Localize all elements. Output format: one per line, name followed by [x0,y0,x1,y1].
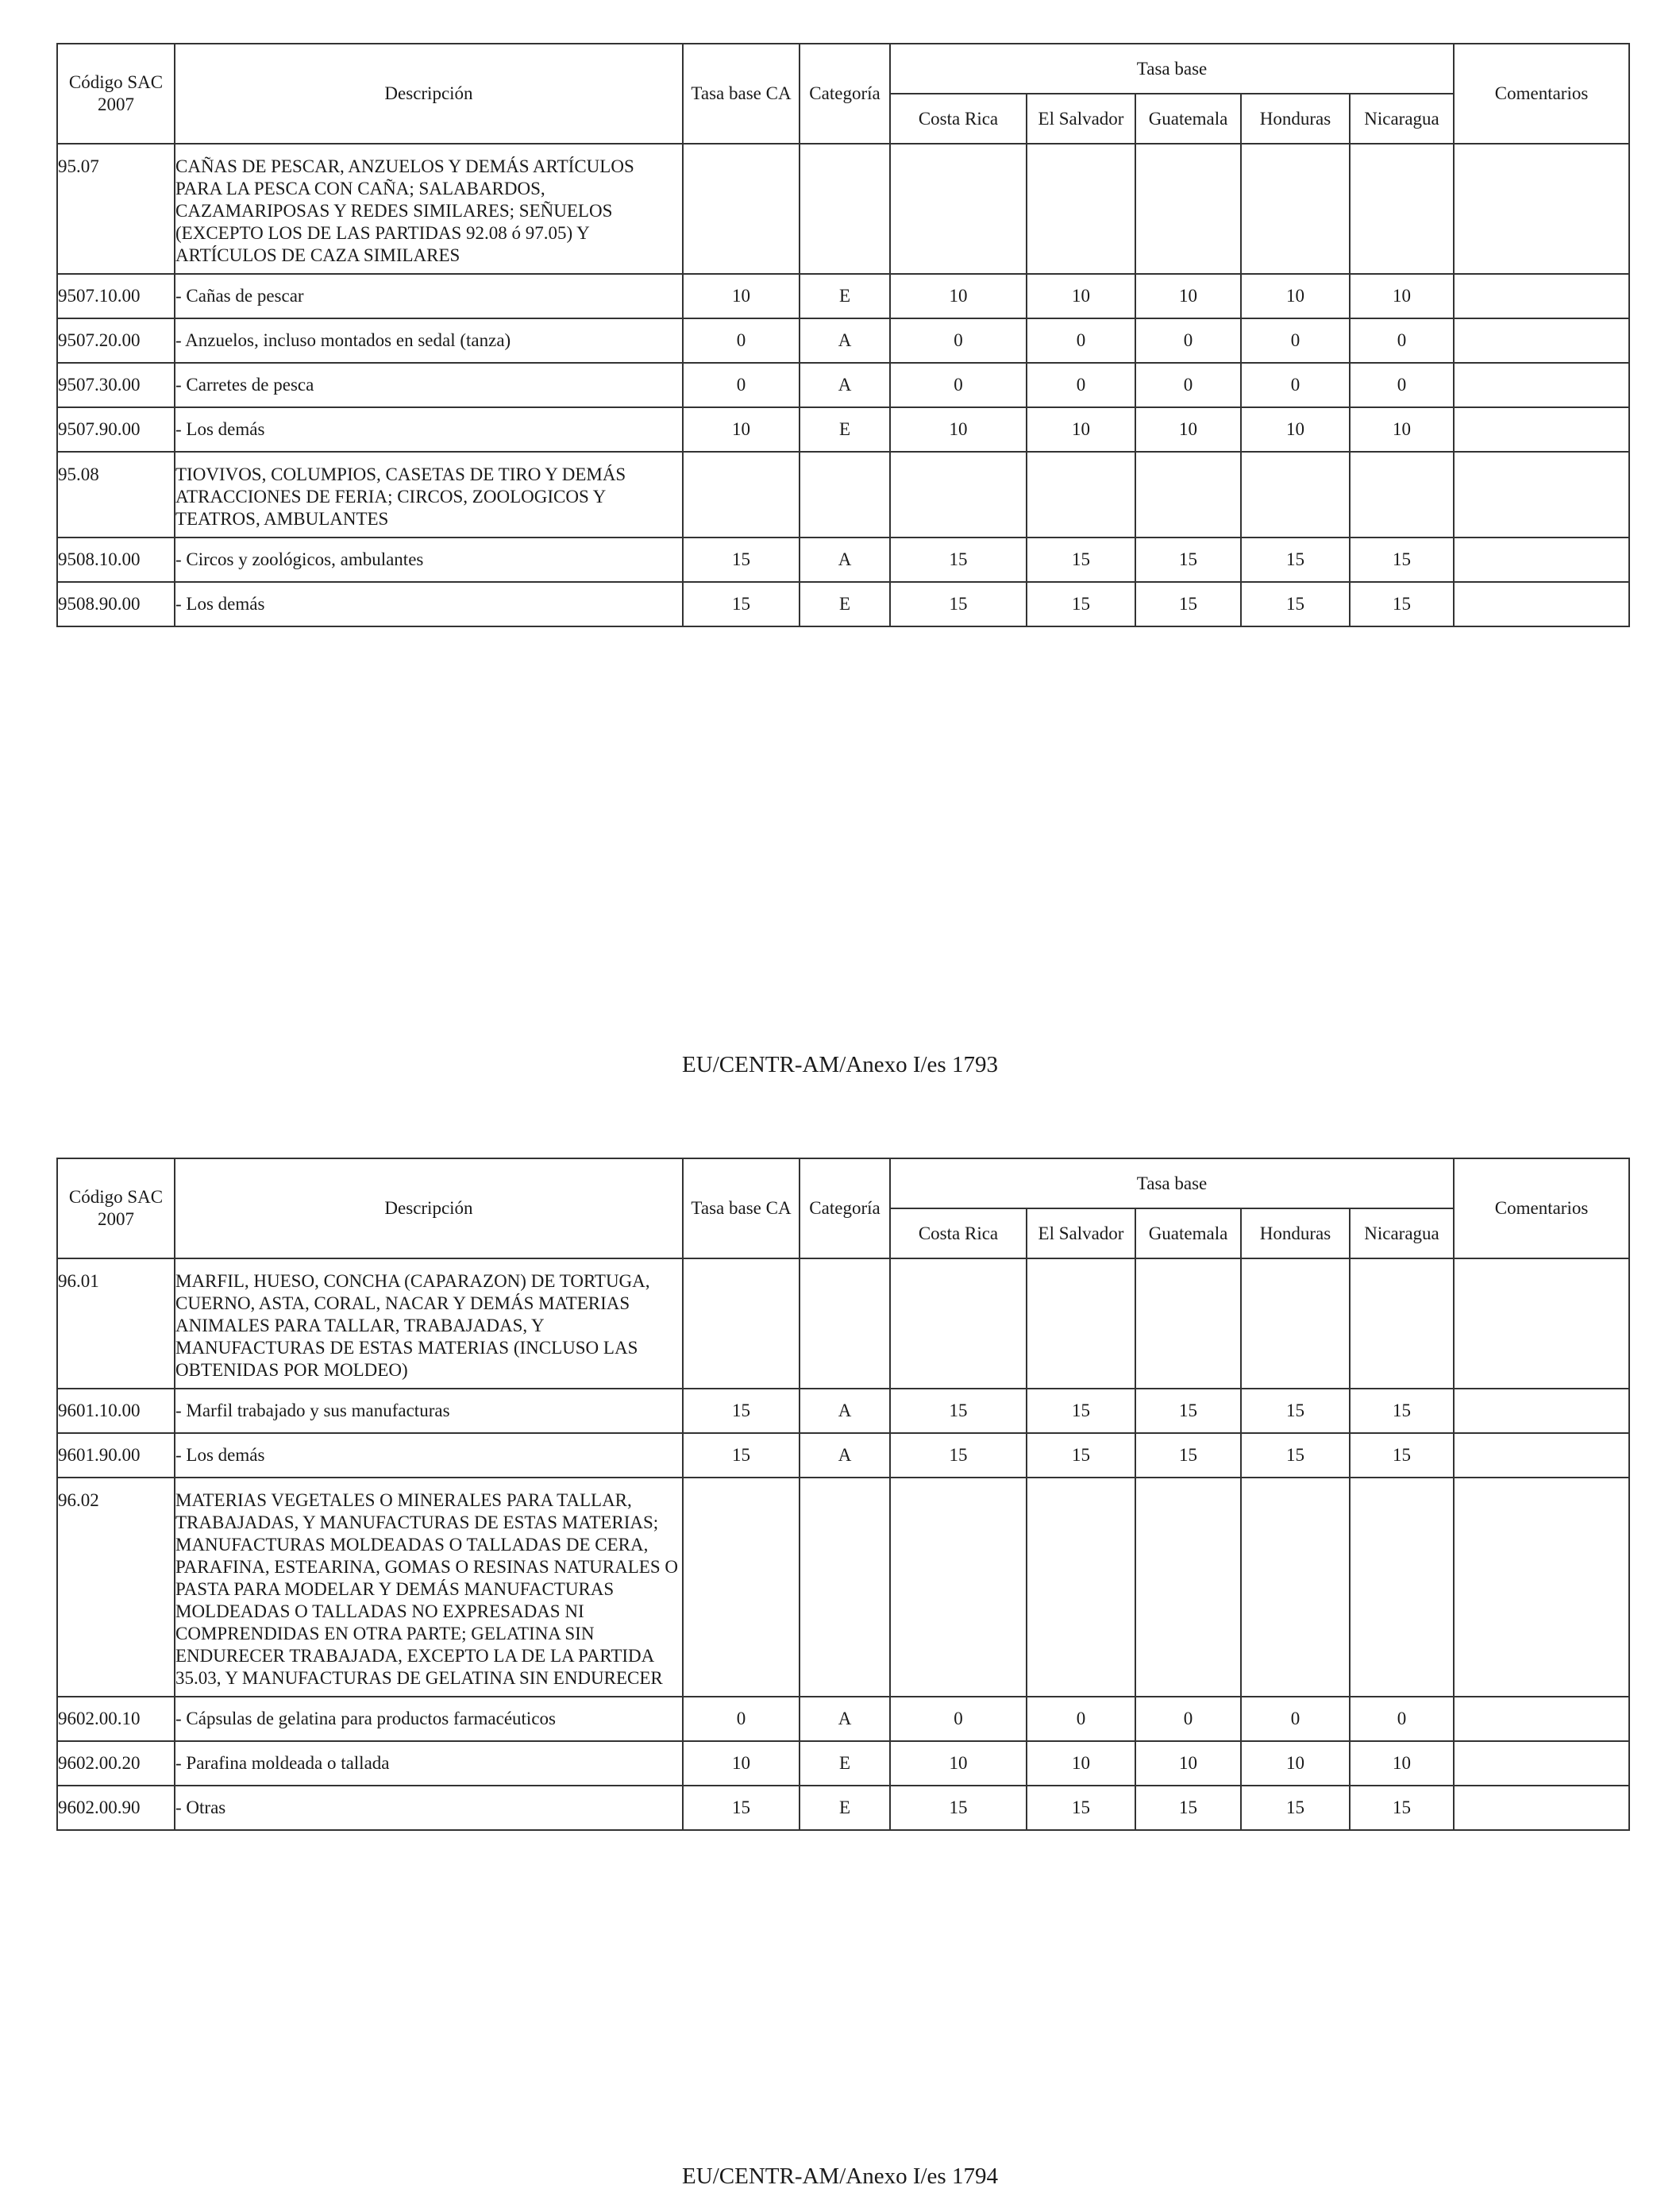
description-cell: - Carretes de pesca [175,363,683,407]
code-cell: 95.07 [57,144,175,274]
comments-cell [1454,407,1629,452]
rate-cell-costa-rica: 15 [890,538,1027,582]
empty-cell [800,452,890,538]
category-cell: E [800,1786,890,1830]
comments-cell [1454,1741,1629,1786]
rate-cell-honduras: 15 [1241,582,1350,626]
rate-cell-el-salvador: 15 [1027,1433,1135,1478]
code-cell: 96.01 [57,1258,175,1389]
category-cell: A [800,1389,890,1433]
rate-cell-costa-rica: 0 [890,1697,1027,1741]
rate-cell-guatemala: 15 [1135,538,1241,582]
column-header-base-rate-ca: Tasa base CA [683,1158,800,1258]
heading-row [57,144,1629,274]
code-cell: 9602.00.90 [57,1786,175,1830]
table-row [57,363,1629,407]
rate-cell-nicaragua: 15 [1350,1786,1454,1830]
tariff-table [56,1158,1630,1831]
description-cell: - Anzuelos, incluso montados en sedal (tanza) [175,318,683,363]
rate-cell-costa-rica: 15 [890,1433,1027,1478]
column-header-costa-rica: Costa Rica [890,94,1027,144]
document-page [0,1112,1680,2204]
heading-row [57,1478,1629,1697]
rate-cell-honduras: 10 [1241,407,1350,452]
table-row [57,1433,1629,1478]
code-cell: 9507.20.00 [57,318,175,363]
table-body [57,1258,1629,1830]
heading-row [57,452,1629,538]
empty-cell [1135,452,1241,538]
column-header-nicaragua: Nicaragua [1350,94,1454,144]
page-footer: EU/CENTR-AM/Anexo I/es 1794 [682,2164,998,2189]
empty-cell [890,1478,1027,1697]
rate-cell-costa-rica: 15 [890,1786,1027,1830]
column-header-base-rate-ca: Tasa base CA [683,44,800,144]
empty-cell [890,452,1027,538]
description-cell: MARFIL, HUESO, CONCHA (CAPARAZON) DE TORTUGA, CUERNO, ASTA, CORAL, NACAR Y DEMÁS MATERIAS ANIMALES PARA TALLAR, TRABAJADAS, Y MANUFACTURAS DE ESTAS MATERIAS (INCLUSO LAS OBTENIDAS POR MOLDEO) [175,1258,683,1389]
column-header-el-salvador: El Salvador [1027,1208,1135,1258]
base-rate-ca-cell: 15 [683,1786,800,1830]
category-cell: E [800,1741,890,1786]
rate-cell-guatemala: 15 [1135,582,1241,626]
code-cell: 9507.90.00 [57,407,175,452]
rate-cell-honduras: 15 [1241,1786,1350,1830]
rate-cell-el-salvador: 10 [1027,407,1135,452]
table-body [57,144,1629,626]
table-row [57,318,1629,363]
empty-cell [1241,144,1350,274]
rate-cell-guatemala: 15 [1135,1433,1241,1478]
code-cell: 9602.00.10 [57,1697,175,1741]
rate-cell-el-salvador: 10 [1027,274,1135,318]
comments-cell [1454,1786,1629,1830]
description-cell: - Los demás [175,407,683,452]
empty-cell [1454,144,1629,274]
comments-cell [1454,363,1629,407]
rate-cell-honduras: 10 [1241,1741,1350,1786]
code-cell: 96.02 [57,1478,175,1697]
rate-cell-nicaragua: 10 [1350,407,1454,452]
column-header-honduras: Honduras [1241,94,1350,144]
description-cell: - Marfil trabajado y sus manufacturas [175,1389,683,1433]
category-cell: E [800,582,890,626]
column-header-el-salvador: El Salvador [1027,94,1135,144]
description-cell: - Los demás [175,582,683,626]
empty-cell [1135,1478,1241,1697]
empty-cell [890,144,1027,274]
code-cell: 9508.90.00 [57,582,175,626]
empty-cell [1241,452,1350,538]
empty-cell [890,1258,1027,1389]
rate-cell-el-salvador: 0 [1027,1697,1135,1741]
column-header-category: Categoría [800,44,890,144]
table-row [57,538,1629,582]
category-cell: E [800,274,890,318]
table-row [57,1389,1629,1433]
rate-cell-honduras: 10 [1241,274,1350,318]
description-cell: - Cápsulas de gelatina para productos farmacéuticos [175,1697,683,1741]
code-cell: 9507.10.00 [57,274,175,318]
comments-cell [1454,318,1629,363]
description-cell: TIOVIVOS, COLUMPIOS, CASETAS DE TIRO Y DEMÁS ATRACCIONES DE FERIA; CIRCOS, ZOOLOGICOS Y TEATROS, AMBULANTES [175,452,683,538]
rate-cell-el-salvador: 15 [1027,1786,1135,1830]
empty-cell [1454,1478,1629,1697]
empty-cell [1027,452,1135,538]
code-cell: 9507.30.00 [57,363,175,407]
rate-cell-nicaragua: 10 [1350,1741,1454,1786]
rate-cell-nicaragua: 0 [1350,1697,1454,1741]
empty-cell [683,144,800,274]
rate-cell-nicaragua: 10 [1350,274,1454,318]
rate-cell-costa-rica: 10 [890,274,1027,318]
base-rate-ca-cell: 15 [683,582,800,626]
rate-cell-guatemala: 15 [1135,1786,1241,1830]
rate-cell-costa-rica: 15 [890,582,1027,626]
comments-cell [1454,1389,1629,1433]
rate-cell-nicaragua: 15 [1350,1389,1454,1433]
description-cell: - Parafina moldeada o tallada [175,1741,683,1786]
rate-cell-el-salvador: 15 [1027,582,1135,626]
column-header-costa-rica: Costa Rica [890,1208,1027,1258]
heading-row [57,1258,1629,1389]
table-row [57,274,1629,318]
rate-cell-guatemala: 15 [1135,1389,1241,1433]
empty-cell [683,1258,800,1389]
empty-cell [1241,1258,1350,1389]
rate-cell-costa-rica: 10 [890,407,1027,452]
comments-cell [1454,538,1629,582]
table-row [57,1741,1629,1786]
code-cell: 9601.90.00 [57,1433,175,1478]
base-rate-ca-cell: 15 [683,1433,800,1478]
rate-cell-honduras: 0 [1241,1697,1350,1741]
rate-cell-costa-rica: 15 [890,1389,1027,1433]
base-rate-ca-cell: 10 [683,407,800,452]
rate-cell-el-salvador: 15 [1027,538,1135,582]
category-cell: A [800,318,890,363]
empty-cell [1350,144,1454,274]
base-rate-ca-cell: 0 [683,1697,800,1741]
rate-cell-nicaragua: 0 [1350,318,1454,363]
column-header-guatemala: Guatemala [1135,94,1241,144]
column-header-code: Código SAC 2007 [57,44,175,144]
empty-cell [1135,144,1241,274]
column-header-guatemala: Guatemala [1135,1208,1241,1258]
rate-cell-nicaragua: 15 [1350,582,1454,626]
rate-cell-nicaragua: 15 [1350,1433,1454,1478]
empty-cell [683,1478,800,1697]
empty-cell [1241,1478,1350,1697]
rate-cell-honduras: 15 [1241,538,1350,582]
empty-cell [1454,452,1629,538]
comments-cell [1454,1697,1629,1741]
rate-cell-guatemala: 0 [1135,363,1241,407]
description-cell: MATERIAS VEGETALES O MINERALES PARA TALLAR, TRABAJADAS, Y MANUFACTURAS DE ESTAS MATERIAS; MANUFACTURAS MOLDEADAS O TALLADAS DE CERA, PARAFINA, ESTEARINA, GOMAS O RESINAS NATURALES O PASTA PARA MODELAR Y DEMÁS MANUFACTURAS MOLDEADAS O TALLADAS NO EXPRESADAS NI COMPRENDIDAS EN OTRA PARTE; GELATINA SIN ENDURECER TRABAJADA, EXCEPTO LA DE LA PARTIDA 35.03, Y MANUFACTURAS DE GELATINA SIN ENDURECER [175,1478,683,1697]
rate-cell-honduras: 0 [1241,318,1350,363]
rate-cell-el-salvador: 0 [1027,318,1135,363]
base-rate-ca-cell: 15 [683,1389,800,1433]
empty-cell [683,452,800,538]
column-header-honduras: Honduras [1241,1208,1350,1258]
rate-cell-costa-rica: 0 [890,318,1027,363]
category-cell: A [800,1433,890,1478]
column-header-category: Categoría [800,1158,890,1258]
code-cell: 9602.00.20 [57,1741,175,1786]
rate-cell-el-salvador: 15 [1027,1389,1135,1433]
description-cell: CAÑAS DE PESCAR, ANZUELOS Y DEMÁS ARTÍCULOS PARA LA PESCA CON CAÑA; SALABARDOS, CAZAMARIPOSAS Y REDES SIMILARES; SEÑUELOS (EXCEPTO LOS DE LAS PARTIDAS 92.08 ó 97.05) Y ARTÍCULOS DE CAZA SIMILARES [175,144,683,274]
column-header-base-rate: Tasa base [890,44,1454,94]
empty-cell [1350,1258,1454,1389]
description-cell: - Los demás [175,1433,683,1478]
empty-cell [1454,1258,1629,1389]
rate-cell-el-salvador: 10 [1027,1741,1135,1786]
rate-cell-guatemala: 10 [1135,274,1241,318]
rate-cell-guatemala: 10 [1135,407,1241,452]
code-cell: 95.08 [57,452,175,538]
base-rate-ca-cell: 10 [683,1741,800,1786]
base-rate-ca-cell: 10 [683,274,800,318]
rate-cell-costa-rica: 10 [890,1741,1027,1786]
column-header-code: Código SAC 2007 [57,1158,175,1258]
rate-cell-guatemala: 0 [1135,1697,1241,1741]
category-cell: E [800,407,890,452]
column-header-description: Descripción [175,1158,683,1258]
base-rate-ca-cell: 0 [683,318,800,363]
table-row [57,1786,1629,1830]
rate-cell-costa-rica: 0 [890,363,1027,407]
table-row [57,407,1629,452]
table-row [57,582,1629,626]
page-footer: EU/CENTR-AM/Anexo I/es 1793 [682,1052,998,1077]
column-header-base-rate: Tasa base [890,1158,1454,1208]
code-cell: 9508.10.00 [57,538,175,582]
column-header-nicaragua: Nicaragua [1350,1208,1454,1258]
rate-cell-nicaragua: 0 [1350,363,1454,407]
rate-cell-el-salvador: 0 [1027,363,1135,407]
rate-cell-honduras: 15 [1241,1433,1350,1478]
rate-cell-honduras: 15 [1241,1389,1350,1433]
empty-cell [800,144,890,274]
base-rate-ca-cell: 0 [683,363,800,407]
empty-cell [1027,1478,1135,1697]
description-cell: - Cañas de pescar [175,274,683,318]
comments-cell [1454,274,1629,318]
rate-cell-guatemala: 0 [1135,318,1241,363]
rate-cell-nicaragua: 15 [1350,538,1454,582]
category-cell: A [800,538,890,582]
empty-cell [1350,452,1454,538]
tariff-table [56,43,1630,627]
column-header-description: Descripción [175,44,683,144]
category-cell: A [800,1697,890,1741]
empty-cell [1027,144,1135,274]
column-header-comments: Comentarios [1454,44,1629,144]
empty-cell [1027,1258,1135,1389]
category-cell: A [800,363,890,407]
empty-cell [1350,1478,1454,1697]
rate-cell-guatemala: 10 [1135,1741,1241,1786]
base-rate-ca-cell: 15 [683,538,800,582]
description-cell: - Otras [175,1786,683,1830]
rate-cell-honduras: 0 [1241,363,1350,407]
empty-cell [1135,1258,1241,1389]
comments-cell [1454,582,1629,626]
code-cell: 9601.10.00 [57,1389,175,1433]
empty-cell [800,1478,890,1697]
table-row [57,1697,1629,1741]
empty-cell [800,1258,890,1389]
description-cell: - Circos y zoológicos, ambulantes [175,538,683,582]
column-header-comments: Comentarios [1454,1158,1629,1258]
comments-cell [1454,1433,1629,1478]
